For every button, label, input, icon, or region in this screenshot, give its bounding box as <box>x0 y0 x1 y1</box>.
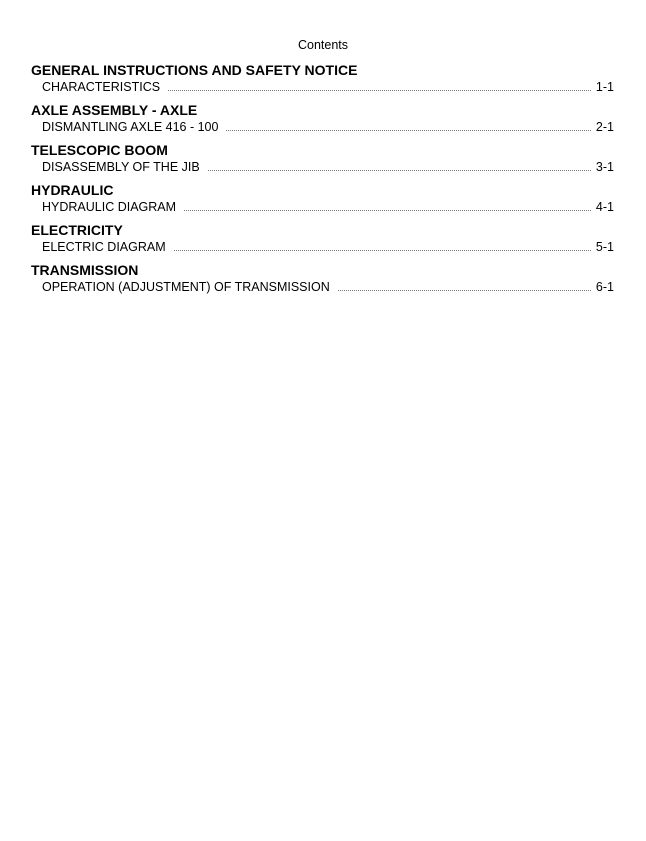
dot-leader <box>226 130 590 131</box>
entry-label: HYDRAULIC DIAGRAM <box>42 200 177 214</box>
toc-entry-hydraulic-diagram[interactable] <box>42 199 614 215</box>
toc-section-transmission <box>31 262 614 295</box>
toc-section-electricity <box>31 222 614 255</box>
toc-section-general-instructions <box>31 62 614 95</box>
toc-entry-transmission-operation[interactable] <box>42 279 614 295</box>
toc-entry-electric-diagram[interactable] <box>42 239 614 255</box>
entry-label: DISASSEMBLY OF THE JIB <box>42 160 200 174</box>
toc-entry-dismantling-axle[interactable] <box>42 119 614 135</box>
toc-section-hydraulic <box>31 182 614 215</box>
entry-label: ELECTRIC DIAGRAM <box>42 240 166 254</box>
entry-page-number: 5-1 <box>595 240 614 254</box>
entry-page-number: 1-1 <box>595 80 614 94</box>
entry-label: OPERATION (ADJUSTMENT) OF TRANSMISSION <box>42 280 330 294</box>
toc-entry-disassembly-jib[interactable] <box>42 159 614 175</box>
section-heading: HYDRAULIC <box>31 182 114 198</box>
page-title: Contents <box>297 38 349 52</box>
section-heading: GENERAL INSTRUCTIONS AND SAFETY NOTICE <box>31 62 358 78</box>
entry-page-number: 4-1 <box>595 200 614 214</box>
entry-page-number: 2-1 <box>595 120 614 134</box>
section-heading: ELECTRICITY <box>31 222 123 238</box>
entry-label: DISMANTLING AXLE 416 - 100 <box>42 120 219 134</box>
dot-leader <box>208 170 591 171</box>
toc-section-telescopic-boom <box>31 142 614 175</box>
section-heading: AXLE ASSEMBLY - AXLE <box>31 102 198 118</box>
entry-page-number: 6-1 <box>595 280 614 294</box>
section-heading: TRANSMISSION <box>31 262 139 278</box>
section-heading: TELESCOPIC BOOM <box>31 142 168 158</box>
dot-leader <box>168 90 591 91</box>
toc-entry-characteristics[interactable] <box>42 79 614 95</box>
entry-page-number: 3-1 <box>595 160 614 174</box>
toc-section-axle-assembly <box>31 102 614 135</box>
dot-leader <box>338 290 591 291</box>
entry-label: CHARACTERISTICS <box>42 80 161 94</box>
dot-leader <box>174 250 591 251</box>
dot-leader <box>184 210 591 211</box>
table-of-contents <box>31 62 614 302</box>
